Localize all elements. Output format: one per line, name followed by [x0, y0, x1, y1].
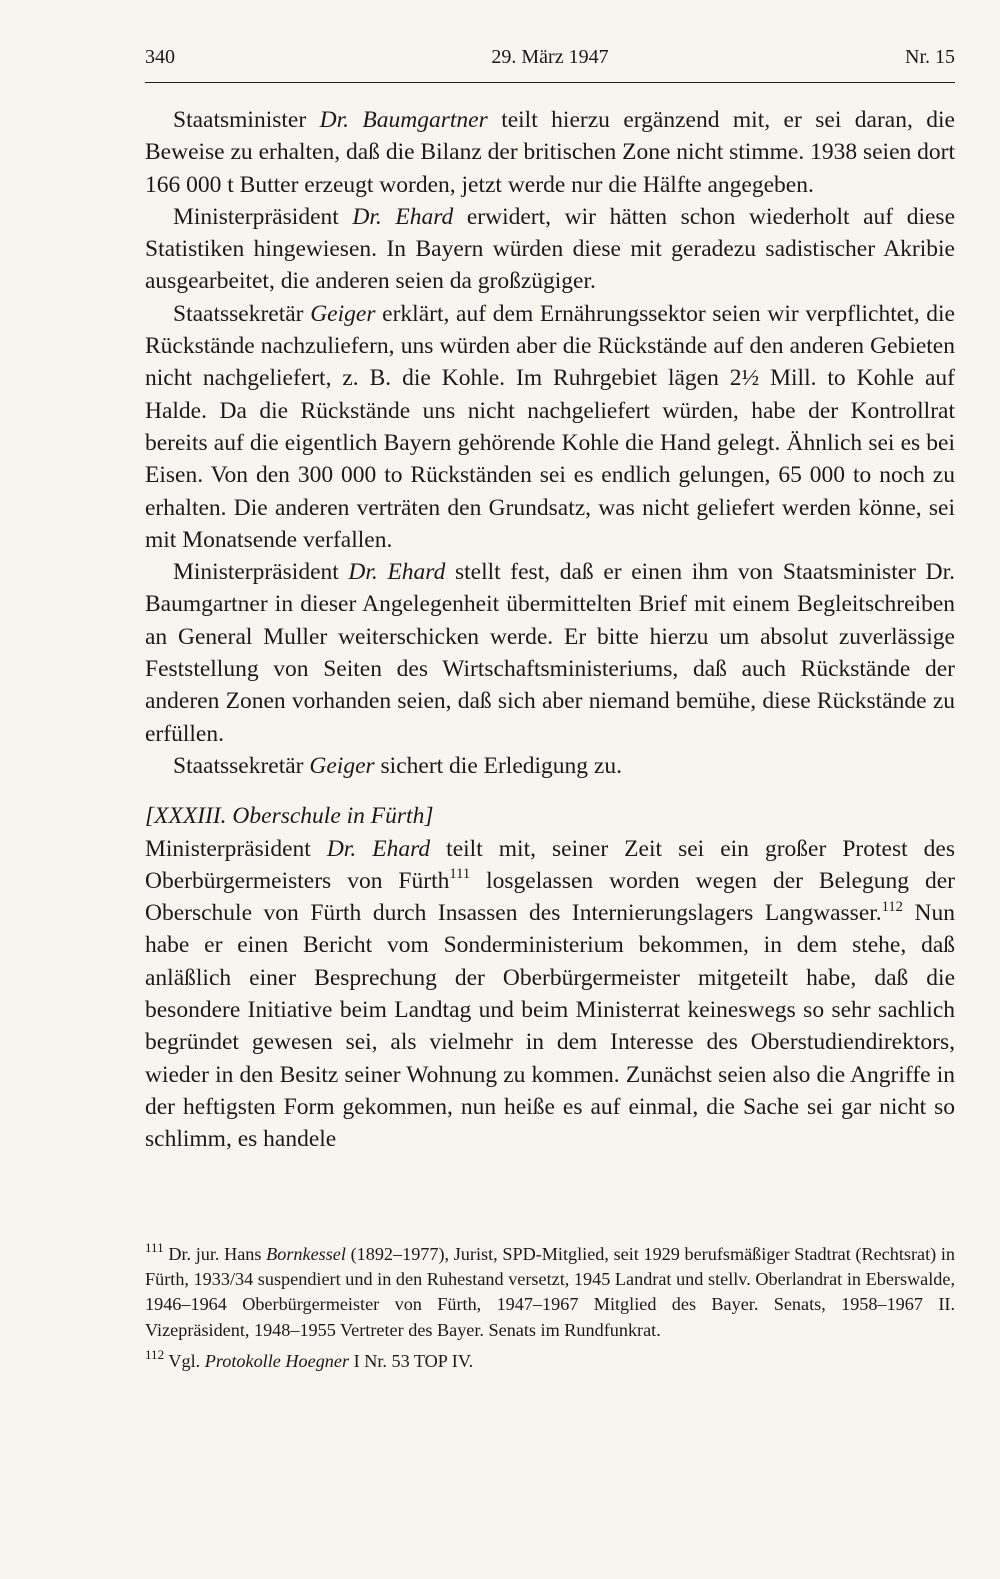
source-title: Protokolle Hoegner [204, 1350, 350, 1371]
speaker-name: Dr. Ehard [348, 559, 446, 586]
running-header [145, 46, 955, 76]
footnotes [145, 1242, 955, 1380]
footnote-ref[interactable]: 112 [881, 898, 903, 915]
paragraph-ehard-1 [145, 201, 955, 298]
document-number: Nr. 15 [905, 46, 955, 68]
header-date: 29. März 1947 [491, 46, 609, 68]
footnote [145, 1242, 955, 1343]
text: Staatssekretär [173, 300, 311, 327]
text: teilt mit, seiner Zeit sei ein großer Protest des Oberbürgermeisters von Fürth [145, 835, 956, 894]
page-number: 340 [145, 46, 175, 68]
text: Staatsminister [173, 107, 320, 133]
text: Dr. jur. Hans [163, 1244, 267, 1264]
text: Nun habe er einen Bericht vom Sonderministerium bekommen, in dem stehe, daß anläßlich einer Besprechung der Oberbürgermeister mitgeteilt habe, daß die besondere Initiative beim Landtag und beim Ministerrat keineswegs so sehr sachlich begründet gewesen sei, als vielmehr in dem Interesse des Oberstudiendirektors, wieder in den Besitz seiner Wohnung zu kommen. Zunächst seien also die Angriffe in der heftigsten Form gekommen, nun heiße es auf einmal, die Sache sei gar nicht so schlimm, es handele [145, 900, 955, 1153]
paragraph-geiger-1 [145, 298, 955, 556]
paragraph-baumgartner [145, 104, 955, 201]
text: (1892–1977), Jurist, SPD-Mitglied, seit 1929 berufsmäßiger Stadtrat (Rechtsrat) in Fürth, 1933/34 suspendiert und in den Ruhestand versetzt, 1945 Landrat und stellv. Oberlandrat in Eberswalde, 1946–1964 Oberbürgermeister von Fürth, 1947–1967 Mitglied des Bayer. Senats, 1958–1967 II. Vizepräsident, 1948–1955 Vertreter des Bayer. Senats im Rundfunkrat. [145, 1244, 956, 1340]
speaker-name: Dr. Ehard [326, 835, 431, 862]
speaker-name: Geiger [309, 752, 375, 779]
body-text [145, 104, 955, 1156]
text: erwidert, wir hätten schon wiederholt auf diese Statistiken hingewiesen. In Bayern würden diese mit geradezu sadistischer Akribie ausgearbeitet, die anderen seien da großzügiger. [145, 203, 956, 295]
text: erklärt, auf dem Ernährungssektor seien wir verpflichtet, die Rückstände nachzuliefern, uns würden aber die Rückstände auf den anderen Gebieten nicht nachgeliefert, z. B. die Kohle. Im Ruhrgebiet lägen 2½ Mill. to Kohle auf Halde. Da die Rückstände uns nicht nachgeliefert würden, habe der Kontrollrat bereits auf die eigentlich Bayern gehörende Kohle die Hand gelegt. Ähnlich sei es bei Eisen. Von den 300 000 to Rückständen sei es endlich gelungen, 65 000 to noch zu erhalten. Die anderen verträten den Grundsatz, was nicht geliefert werden könne, sei mit Monatsende verfallen. [145, 300, 955, 553]
text: I Nr. 53 TOP IV. [349, 1350, 474, 1371]
footnote-ref[interactable]: 111 [449, 866, 471, 883]
text: teilt hierzu ergänzend mit, er sei daran, die Beweise zu erhalten, daß die Bilanz der britischen Zone nicht stimme. 1938 seien dort 166 000 t Butter erzeugt worden, jetzt werde nur die Hälfte angegeben. [145, 107, 955, 198]
text: stellt fest, daß er einen ihm von Staatsminister Dr. Baumgartner in dieser Angelegenheit übermittelten Brief mit einem Begleitschreiben an General Muller weiterschicken werde. Er bitte hierzu um absolut zuverlässige Feststellung von Seiten des Wirtschaftsministeriums, daß auch Rückstände der anderen Zonen vorhanden seien, daß sich aber niemand bemühe, diese Rückstände zu erfüllen. [145, 559, 955, 747]
text: sichert die Erledigung zu. [374, 752, 622, 779]
paragraph-geiger-2 [145, 750, 955, 782]
text: Ministerpräsident [173, 203, 353, 230]
footnote-number: 111 [145, 1240, 164, 1256]
person-name: Bornkessel [266, 1244, 346, 1264]
speaker-name: Dr. Ehard [352, 203, 454, 230]
paragraph-ehard-2 [145, 556, 955, 750]
text: Ministerpräsident [173, 559, 349, 586]
text: Vgl. [164, 1350, 205, 1371]
footnote-number: 112 [145, 1347, 165, 1363]
text: Ministerpräsident [145, 835, 327, 862]
section-heading: [XXXIII. Oberschule in Fürth] [145, 803, 434, 830]
text: Staatssekretär [173, 752, 310, 779]
text: losgelassen worden wegen der Belegung der Oberschule von Fürth durch Insassen des Internierungslagers Langwasser. [145, 867, 955, 927]
header-rule [145, 82, 955, 83]
speaker-name: Dr. Baumgartner [319, 107, 488, 133]
paragraph-ehard-3 [145, 833, 955, 1156]
speaker-name: Geiger [310, 300, 376, 327]
footnote [145, 1349, 955, 1374]
